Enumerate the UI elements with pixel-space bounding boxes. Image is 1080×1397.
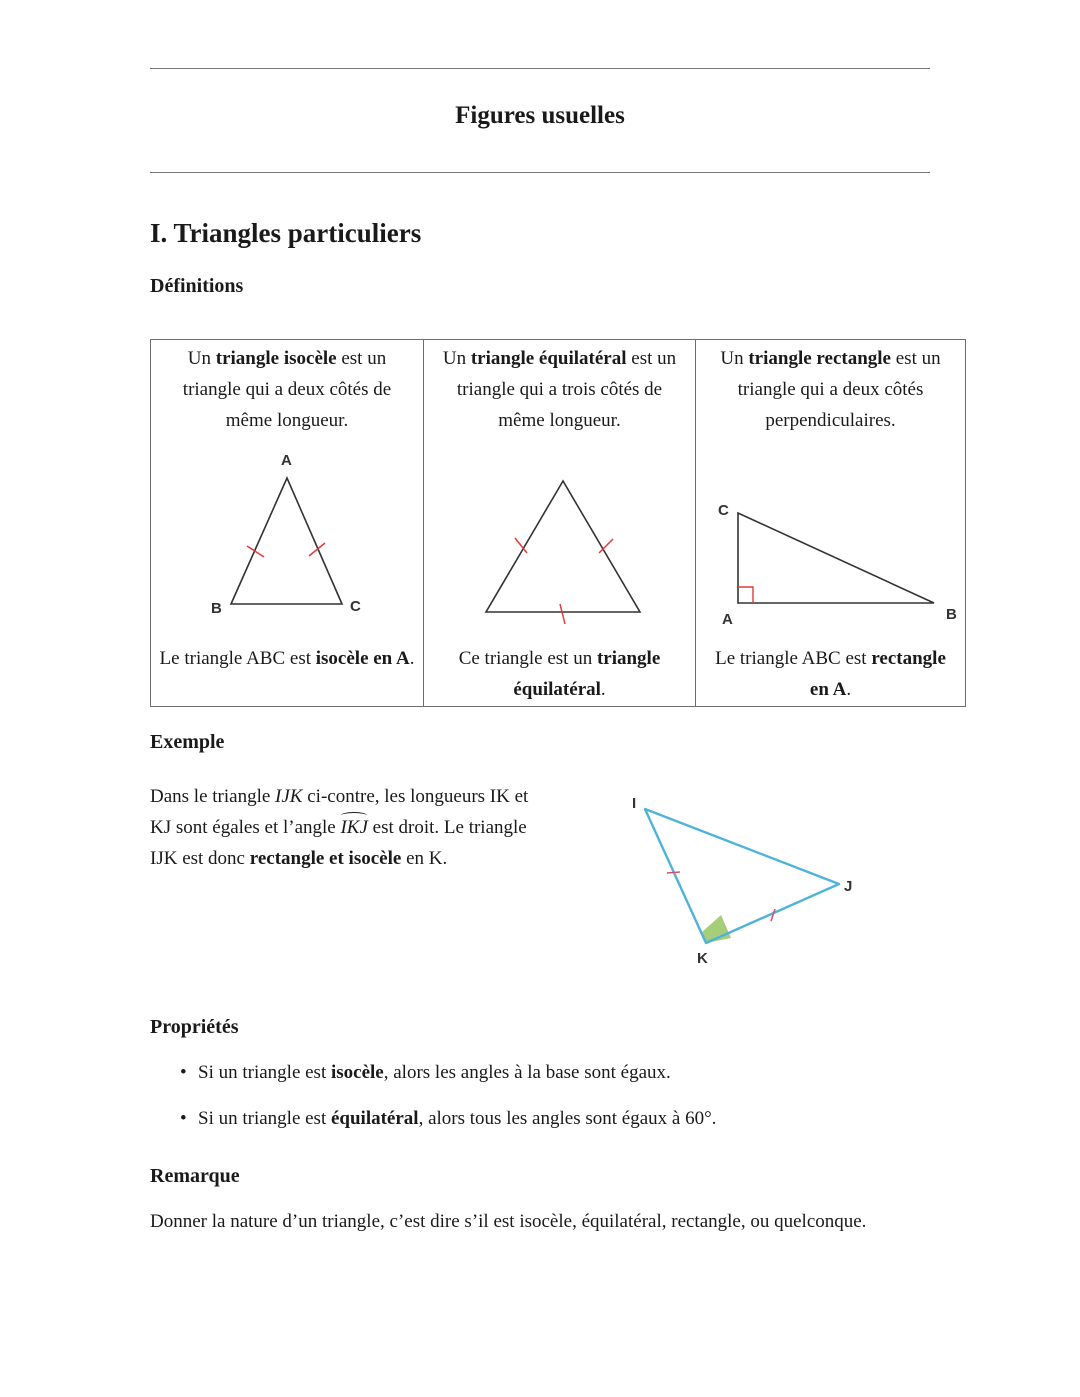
vertex-label-c: C xyxy=(718,502,729,519)
definition-text: Un triangle équilatéral est un triangle qui a trois côtés de même longueur. xyxy=(442,348,677,431)
vertex-label-b: B xyxy=(211,600,222,617)
title-rule xyxy=(150,172,930,173)
vertex-label-c: C xyxy=(350,598,361,615)
vertex-label-a: A xyxy=(722,611,733,628)
vertex-label-a: A xyxy=(281,452,292,469)
example-triangle-figure xyxy=(620,780,880,970)
vertex-label-b: B xyxy=(946,606,957,623)
definition-cell-equilateral xyxy=(423,340,695,706)
example-heading: Exemple xyxy=(150,731,225,753)
definitions-table xyxy=(150,339,966,707)
definition-cell-isosceles xyxy=(151,340,423,706)
definition-text: Un triangle rectangle est un triangle qui a deux côtés perpendiculaires. xyxy=(720,348,941,431)
definition-text: Un triangle isocèle est un triangle qui a deux côtés de même longueur. xyxy=(182,348,392,431)
property-item: • Si un triangle est isocèle, alors les angles à la base sont égaux. xyxy=(180,1057,716,1103)
definition-caption: Le triangle ABC est rectangle en A. xyxy=(715,648,946,700)
angle-notation: IKJ xyxy=(340,812,367,843)
definition-caption: Ce triangle est un triangle équilatéral. xyxy=(458,648,661,700)
vertex-label-i: I xyxy=(632,795,637,812)
document-title: Figures usuelles xyxy=(455,102,625,129)
vertex-label-k: K xyxy=(697,950,708,967)
definitions-heading: Définitions xyxy=(150,275,244,297)
vertex-label-j: J xyxy=(844,878,853,895)
properties-list xyxy=(180,1057,716,1149)
remark-heading: Remarque xyxy=(150,1165,240,1187)
top-rule xyxy=(150,68,930,69)
definition-caption: Le triangle ABC est isocèle en A. xyxy=(159,648,415,669)
property-item: • Si un triangle est équilatéral, alors tous les angles sont égaux à 60°. xyxy=(180,1103,716,1149)
example-paragraph: Dans le triangle IJK ci-contre, les longueurs IK et KJ sont égales et l’angle IKJ est droit. Le triangle IJK est donc rectangle et isocèle en K. xyxy=(150,786,529,869)
properties-heading: Propriétés xyxy=(150,1016,239,1038)
remark-text: Donner la nature d’un triangle, c’est dire s’il est isocèle, équilatéral, rectangle, ou quelconque. xyxy=(150,1211,867,1232)
section-title: I. Triangles particuliers xyxy=(150,218,422,248)
definition-cell-right xyxy=(695,340,965,706)
